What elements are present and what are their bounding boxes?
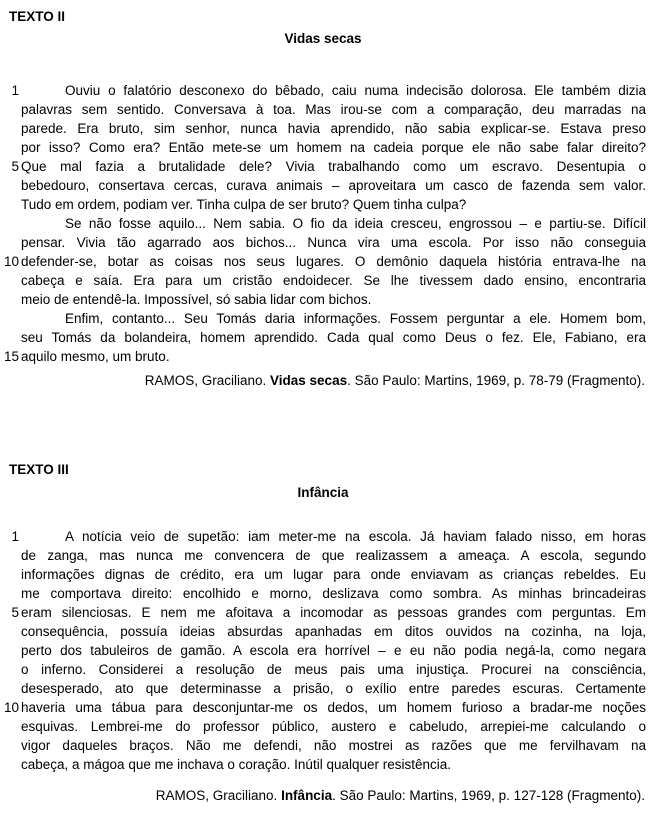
text-line bbox=[0, 100, 646, 119]
text-line bbox=[0, 603, 646, 622]
text-line bbox=[0, 290, 646, 309]
line-text: Ouviu o falatório desconexo do bêbado, caiu numa indecisão dolorosa. Ele também dizia bbox=[65, 83, 646, 98]
line-number bbox=[0, 584, 19, 603]
citation-work-title: Infância bbox=[281, 788, 333, 803]
text-line bbox=[0, 214, 646, 233]
text-section bbox=[0, 7, 646, 390]
text-line bbox=[0, 81, 646, 100]
line-number bbox=[0, 290, 19, 309]
line-text: Tudo em ordem, podiam ver. Tinha culpa de ser bruto? Quem tinha culpa? bbox=[21, 197, 467, 212]
line-number bbox=[0, 100, 19, 119]
line-number bbox=[0, 233, 19, 252]
text-line bbox=[0, 328, 646, 347]
text-line bbox=[0, 252, 646, 271]
citation bbox=[0, 786, 645, 805]
line-number bbox=[0, 641, 19, 660]
text-line bbox=[0, 176, 646, 195]
line-number bbox=[0, 717, 19, 736]
line-number: 10 bbox=[3, 700, 19, 715]
line-number bbox=[0, 565, 19, 584]
text-line bbox=[0, 565, 646, 584]
line-text: parede. Era bruto, sim senhor, nunca havia aprendido, não sabia explicar-se. Estava preso bbox=[21, 121, 646, 136]
text-line bbox=[0, 546, 646, 565]
line-text: Que mal fazia a brutalidade dele? Vivia trabalhando como um escravo. Desentupia o bbox=[21, 159, 646, 174]
line-text: defender-se, botar as coisas nos seus lugares. O demônio daquela história entrava-lhe na bbox=[21, 254, 646, 269]
citation bbox=[0, 371, 645, 390]
line-text: perto dos tabuleiros de gamão. A escola era horrível – e eu não podia negá-la, como negara bbox=[21, 643, 646, 658]
section-label: TEXTO II bbox=[9, 9, 66, 24]
line-text: vigor daqueles braços. Não me defendi, não mostrei as razões que me fervilhavam na bbox=[21, 738, 646, 753]
line-number bbox=[0, 138, 19, 157]
section-body bbox=[0, 81, 646, 366]
text-line bbox=[0, 195, 646, 214]
line-number: 1 bbox=[11, 83, 19, 98]
line-number bbox=[0, 736, 19, 755]
line-number bbox=[0, 214, 19, 233]
line-text: seu Tomás da bolandeira, homem aprendido. Cada qual como Deus o fez. Ele, Fabiano, era bbox=[21, 330, 646, 345]
line-text: Enfim, contanto... Seu Tomás daria informações. Fossem perguntar a ele. Homem bom, bbox=[65, 311, 646, 326]
line-text: pensar. Vivia tão agarrado aos bichos... Nunca vira uma escola. Por isso não conseguia bbox=[21, 235, 646, 250]
text-line bbox=[0, 309, 646, 328]
line-number bbox=[0, 328, 19, 347]
section-body bbox=[0, 527, 646, 774]
line-text: haveria uma tábua para desconjuntar-me os dedos, um homem furioso a bradar-me noções bbox=[21, 700, 646, 715]
section-label: TEXTO III bbox=[9, 462, 69, 477]
line-text: aquilo mesmo, um bruto. bbox=[21, 349, 170, 364]
section-title: Infância bbox=[297, 485, 349, 500]
line-number: 1 bbox=[11, 529, 19, 544]
text-line bbox=[0, 584, 646, 603]
line-text: esquivas. Lembrei-me do professor público, austero e cabeludo, arrepiei-me calculando o bbox=[21, 719, 646, 734]
line-text: por isso? Como era? Então mete-se um homem na cadeia porque ele não sabe falar direito? bbox=[21, 140, 646, 155]
text-line bbox=[0, 233, 646, 252]
line-text: o inferno. Considerei a resolução de meus pais uma injustiça. Procurei na consciência, bbox=[21, 662, 646, 677]
line-text: desesperado, ato que determinasse a prisão, o exílio entre paredes escuras. Certamente bbox=[21, 681, 646, 696]
citation-work-title: Vidas secas bbox=[270, 373, 348, 388]
citation-publication: . São Paulo: Martins, 1969, p. 127-128 (Fragmento). bbox=[332, 788, 645, 803]
text-line bbox=[0, 138, 646, 157]
line-text: A notícia veio de supetão: iam meter-me na escola. Já haviam falado nisso, em horas bbox=[65, 529, 646, 544]
line-text: consequência, possuía ideias absurdas apanhadas em ditos ouvidos na cozinha, na loja, bbox=[21, 624, 646, 639]
line-text: palavras sem sentido. Conversava à toa. Mas irou-se com a comparação, deu marradas na bbox=[21, 102, 646, 117]
line-number bbox=[0, 119, 19, 138]
line-text: de zanga, mas nunca me convencera de que realizassem a ameaça. A escola, segundo bbox=[21, 548, 646, 563]
line-text: meio de entendê-la. Impossível, só sabia lidar com bichos. bbox=[21, 292, 372, 307]
line-number bbox=[0, 679, 19, 698]
line-number bbox=[0, 755, 19, 774]
text-line bbox=[0, 527, 646, 546]
line-text: cabeça e saía. Era para um cristão endoidecer. Se lhe tivessem dado ensino, encontraria bbox=[21, 273, 646, 288]
line-number bbox=[0, 622, 19, 641]
text-line bbox=[0, 698, 646, 717]
line-number bbox=[0, 660, 19, 679]
line-text: eram silenciosas. E nem me afoitava a incomodar as pessoas grandes com perguntas. Em bbox=[21, 605, 646, 620]
citation-author: RAMOS, Graciliano. bbox=[155, 788, 282, 803]
line-number: 5 bbox=[11, 605, 19, 620]
line-text: bebedouro, consertava cercas, curava animais – aproveitara um casco de fazenda sem valor. bbox=[21, 178, 646, 193]
line-number bbox=[0, 546, 19, 565]
section-title: Vidas secas bbox=[284, 31, 362, 46]
line-text: cabeça, a mágoa que me inchava o coração. Inútil qualquer resistência. bbox=[21, 757, 452, 772]
text-line bbox=[0, 679, 646, 698]
line-text: Se não fosse aquilo... Nem sabia. O fio da ideia cresceu, engrossou – e partiu-se. Difícil bbox=[65, 216, 646, 231]
text-line bbox=[0, 660, 646, 679]
line-number: 15 bbox=[3, 349, 19, 364]
citation-author: RAMOS, Graciliano. bbox=[144, 373, 271, 388]
sections-container bbox=[0, 7, 646, 805]
text-line bbox=[0, 641, 646, 660]
text-line bbox=[0, 157, 646, 176]
text-line bbox=[0, 755, 646, 774]
line-number: 10 bbox=[3, 254, 19, 269]
line-number bbox=[0, 195, 19, 214]
text-line bbox=[0, 347, 646, 366]
line-text: me comportava direito: encolhido e morno, deslizava como sombra. As minhas brincadeiras bbox=[21, 586, 646, 601]
text-section bbox=[0, 460, 646, 805]
line-number bbox=[0, 309, 19, 328]
citation-publication: . São Paulo: Martins, 1969, p. 78-79 (Fragmento). bbox=[347, 373, 645, 388]
text-line bbox=[0, 119, 646, 138]
text-line bbox=[0, 717, 646, 736]
text-line bbox=[0, 271, 646, 290]
text-line bbox=[0, 736, 646, 755]
line-number: 5 bbox=[11, 159, 19, 174]
line-number bbox=[0, 176, 19, 195]
line-text: informações dignas de crédito, era um lugar para onde enviavam as crianças rebeldes. Eu bbox=[21, 567, 646, 582]
text-line bbox=[0, 622, 646, 641]
line-number bbox=[0, 271, 19, 290]
